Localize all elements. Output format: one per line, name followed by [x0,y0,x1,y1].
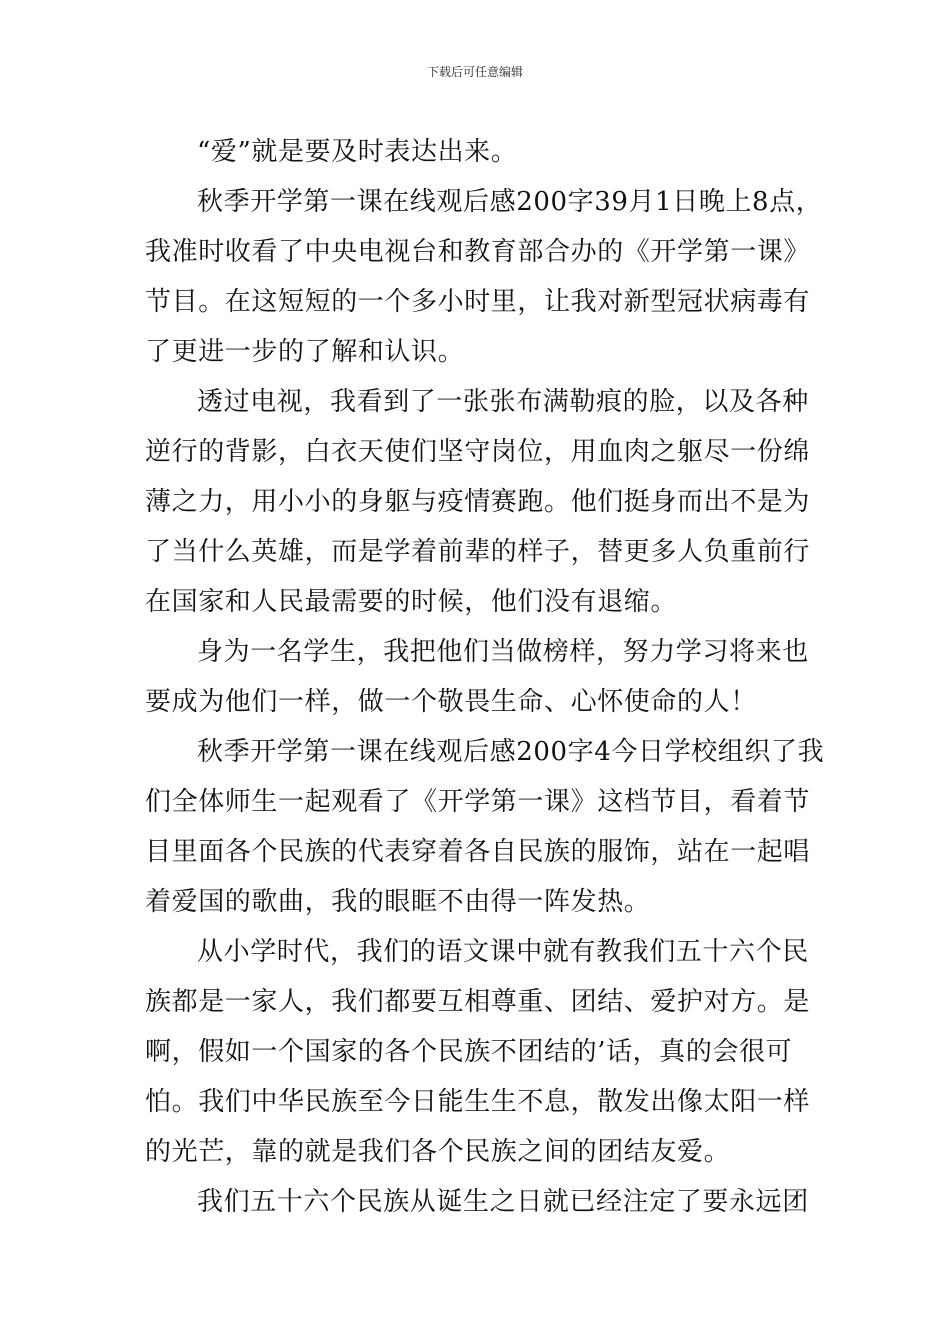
text-line: 啊，假如一个国家的各个民族不团结的’话，真的会很可 [145,1037,793,1067]
text-line: 秋季开学第一课在线观后感200字4今日学校组织了我 [197,737,825,767]
text-line: “爱”就是要及时表达出来。 [197,137,518,167]
text-line: 要成为他们一样，做一个敬畏生命、心怀使命的人！ [145,687,757,717]
page-header: 下载后可任意编辑 [426,65,523,79]
text-line: 薄之力，用小小的身躯与疫情赛跑。他们挺身而出不是为 [145,487,811,517]
text-line: 的光芒，靠的就是我们各个民族之间的团结友爱。 [145,1137,731,1167]
text-line: 逆行的背影，白衣天使们坚守岗位，用血肉之躯尽一份绵 [145,437,811,467]
text-line: 们全体师生一起观看了《开学第一课》这档节目，看着节 [145,787,811,817]
text-line: 在国家和人民最需要的时候，他们没有退缩。 [145,587,678,617]
text-line: 身为一名学生，我把他们当做榜样，努力学习将来也 [197,637,809,667]
text-line: 从小学时代，我们的语文课中就有教我们五十六个民 [197,937,809,967]
text-line: 着爱国的歌曲，我的眼眶不由得一阵发热。 [145,887,651,917]
text-line: 透过电视，我看到了一张张布满勒痕的脸，以及各种 [197,387,809,417]
text-line: 目里面各个民族的代表穿着各自民族的服饰，站在一起唱 [145,837,811,867]
text-line: 了更进一步的了解和认识。 [145,337,465,367]
text-line: 我准时收看了中央电视台和教育部合办的《开学第一课》 [145,237,811,267]
text-line: 节目。在这短短的一个多小时里，让我对新型冠状病毒有 [145,287,811,317]
text-line: 怕。我们中华民族至今日能生生不息，散发出像太阳一样 [145,1087,811,1117]
text-line: 族都是一家人，我们都要互相尊重、团结、爱护对方。是 [145,987,811,1017]
text-line: 了当什么英雄，而是学着前辈的样子，替更多人负重前行 [145,537,811,567]
text-line: 我们五十六个民族从诞生之日就已经注定了要永远团 [197,1187,809,1217]
text-line: 秋季开学第一课在线观后感200字39月1日晚上8点， [197,187,823,217]
